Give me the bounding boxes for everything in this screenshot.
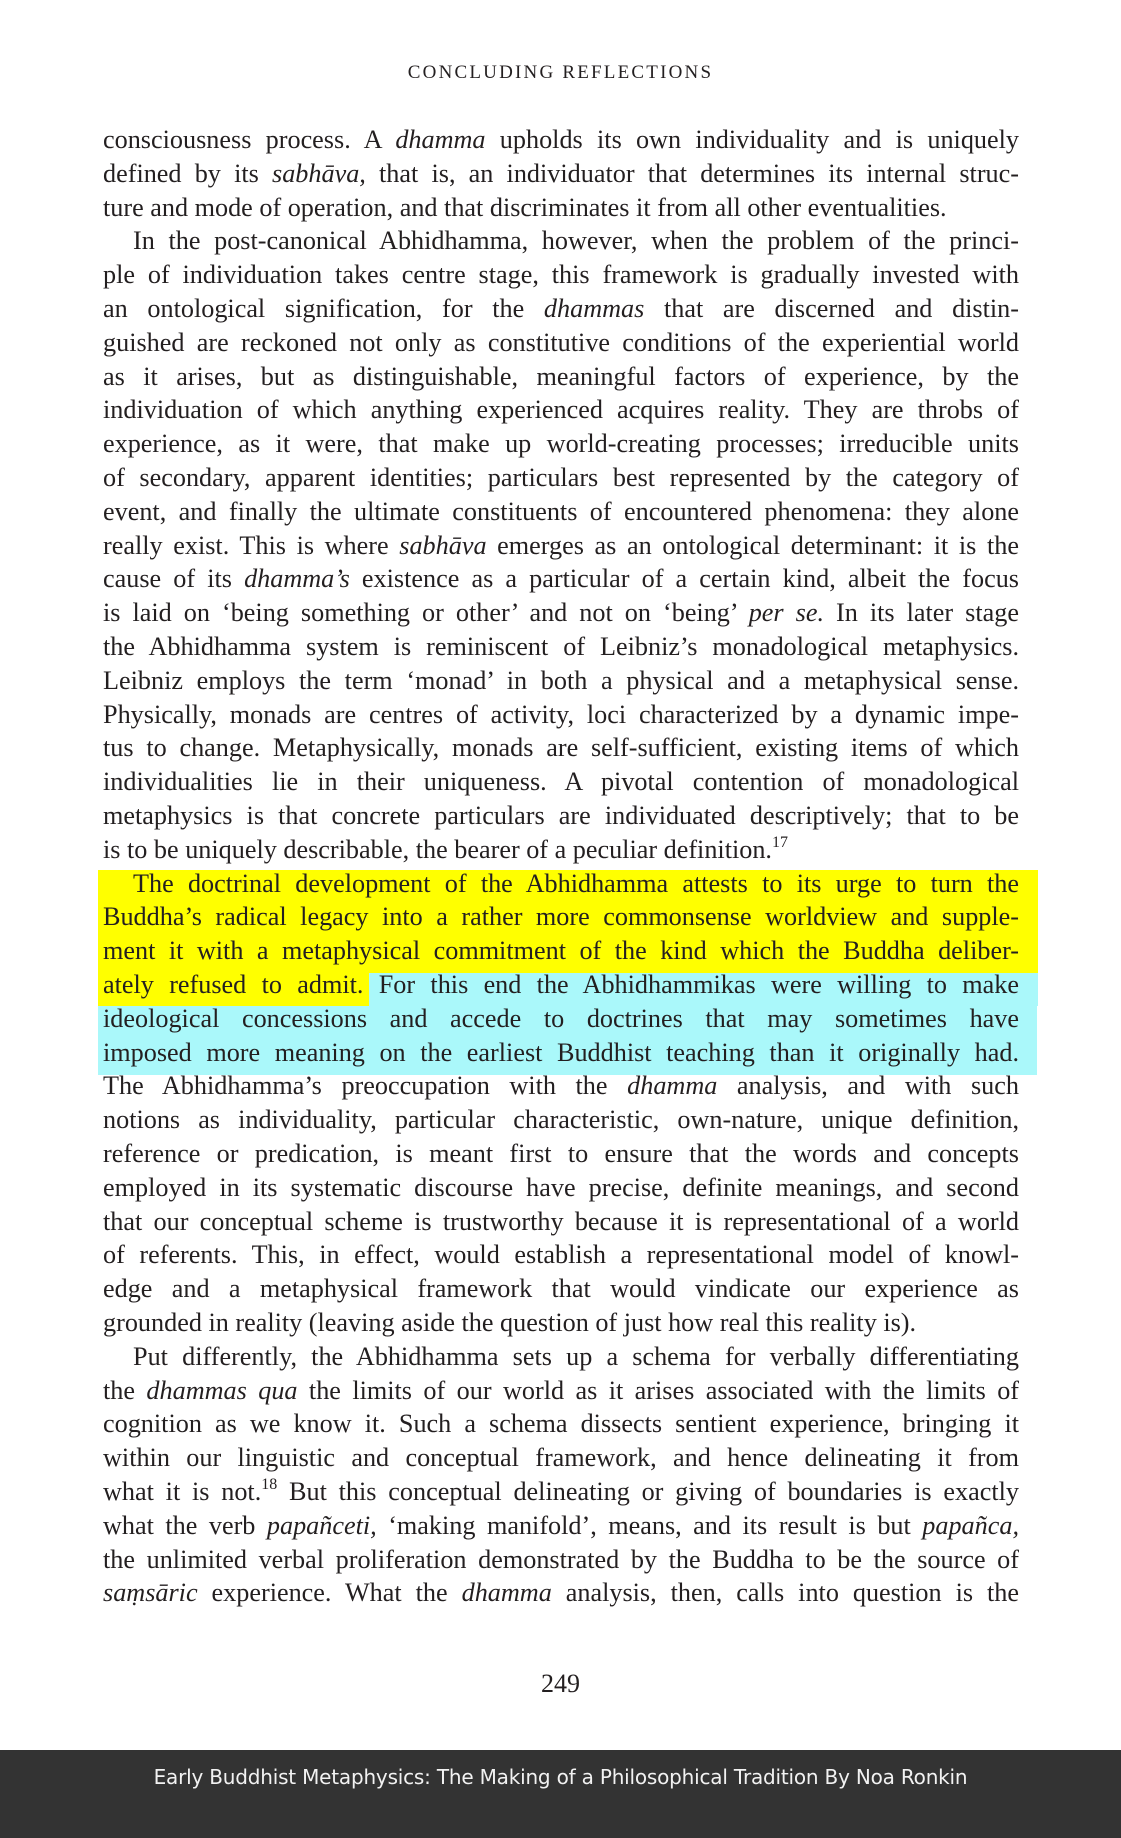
text-run: In the post-canonical Abhidhamma, however, when the problem of the princi- (133, 226, 1019, 256)
text-line (103, 1441, 1019, 1475)
text-run: ‘making manifold’, means, and its result is but (376, 1510, 923, 1540)
text-run: ple of individuation takes centre stage, this framework is gradually invested with (103, 260, 1019, 290)
text-line (103, 123, 1019, 157)
text-run: consciousness process. A (103, 125, 396, 154)
text-line (103, 495, 1019, 529)
text-run: the Abhidhamma system is reminiscent of Leibniz’s monadological metaphysics. (103, 632, 1019, 661)
text-line (103, 799, 1019, 833)
text-run: ment it with a metaphysical commitment of the kind which the Buddha deliber- (103, 936, 1019, 966)
text-run: that is, an individuator that determines its internal struc- (365, 158, 1019, 188)
italic-term: dhamma (627, 1071, 718, 1101)
text-run: is laid on ‘being something or other’ and not on ‘being’ (103, 598, 749, 628)
text-run: really exist. This is where (103, 530, 400, 560)
text-line (103, 191, 1019, 225)
text-line (103, 1306, 1019, 1340)
text-line (103, 1576, 1019, 1610)
text-line (103, 698, 1019, 732)
italic-term: papañceti, (266, 1510, 377, 1540)
text-line (103, 1407, 1019, 1441)
text-run: existence as a particular of a certain kind, albeit the focus (349, 564, 1019, 594)
text-run: an ontological signification, for the (103, 294, 544, 323)
text-line (103, 630, 1019, 664)
text-run: The Abhidhamma’s preoccupation with the (103, 1071, 628, 1101)
text-run: the (103, 1375, 147, 1405)
text-line (103, 1002, 1019, 1036)
text-line (103, 1238, 1019, 1272)
text-line (103, 258, 1019, 292)
running-head: CONCLUDING REFLECTIONS (407, 62, 714, 83)
text-run: of secondary, apparent identities; particulars best represented by the category of (103, 463, 1019, 492)
text-line (103, 1036, 1019, 1070)
book-title: Early Buddhist Metaphysics: The Making of a Philosophical Tradition By Noa Ronkin (153, 1765, 968, 1789)
text-run: guished are reckoned not only as constitutive conditions of the experiential world (103, 327, 1019, 357)
text-run: individuation of which anything experienced acquires reality. They are throbs of (103, 395, 1019, 425)
text-run: tus to change. Metaphysically, monads are self-sufficient, existing items of which (103, 733, 1019, 763)
italic-term: sabhāva, (272, 158, 366, 188)
italic-term: dhamma (395, 125, 486, 154)
text-line (103, 968, 1019, 1002)
text-run: reference or predication, is meant first to ensure that the words and concepts (103, 1139, 1019, 1168)
italic-term: dhamma (461, 1578, 552, 1608)
text-line (103, 833, 1019, 867)
text-run: upholds its own individuality and is uniquely (485, 125, 1020, 154)
italic-term: dhamma’s (244, 564, 350, 594)
text-line (103, 157, 1019, 191)
text-run: metaphysics is that concrete particulars are individuated descriptively; that to be (103, 801, 1019, 830)
text-line (103, 393, 1019, 427)
text-run: Leibniz employs the term ‘monad’ in both a physical and a metaphysical sense. (103, 665, 1019, 695)
text-run: Buddha’s radical legacy into a rather more commonsense worldview and supple- (103, 902, 1019, 932)
text-line (103, 427, 1019, 461)
italic-term: per se. (748, 598, 824, 628)
text-line (103, 1509, 1019, 1543)
text-line (103, 1137, 1019, 1171)
page-number: 249 (541, 1669, 580, 1698)
italic-term: saṃsāric (103, 1578, 198, 1608)
text-line (103, 900, 1019, 934)
text-line (103, 1272, 1019, 1306)
text-run: as it arises, but as distinguishable, meaningful factors of experience, by the (103, 361, 1019, 391)
text-run: ture and mode of operation, and that discriminates it from all other eventualities. (103, 192, 947, 222)
text-run: the unlimited verbal proliferation demonstrated by the Buddha to be the source of (103, 1544, 1019, 1574)
text-run: grounded in reality (leaving aside the question of just how real this reality is). (103, 1308, 917, 1337)
text-run: the limits of our world as it arises associated with the limits of (297, 1375, 1020, 1405)
text-run: of referents. This, in effect, would establish a representational model of knowl- (103, 1240, 1019, 1270)
text-run: Put differently, the Abhidhamma sets up a schema for verbally differentiating (133, 1341, 1019, 1371)
text-run: what it is not. (103, 1477, 262, 1506)
text-run: Physically, monads are centres of activity, loci characterized by a dynamic impe- (103, 699, 1019, 729)
text-run: For this end the Abhidhammikas were willing to make (363, 970, 1020, 999)
text-run: edge and a metaphysical framework that would vindicate our experience as (103, 1274, 1019, 1304)
text-run: imposed more meaning on the earliest Buddhist teaching than it originally had. (103, 1037, 1019, 1067)
text-run: In its later stage (824, 598, 1019, 628)
text-run: cognition as we know it. Such a schema dissects sentient experience, bringing it (103, 1409, 1019, 1439)
text-line (103, 765, 1019, 799)
text-run: what the verb (103, 1510, 267, 1540)
text-line (103, 1340, 1019, 1374)
text-run: cause of its (103, 564, 245, 594)
text-line (103, 224, 1019, 258)
text-run: The doctrinal development of the Abhidhamma attests to its urge to turn the (133, 868, 1019, 898)
text-run: notions as individuality, particular characteristic, own-nature, unique definition, (103, 1105, 1019, 1135)
text-line (103, 326, 1019, 360)
text-line (103, 596, 1019, 630)
text-run: defined by its (103, 158, 272, 188)
italic-term: sabhāva (399, 530, 487, 560)
text-run: individualities lie in their uniqueness. A pivotal contention of monadological (103, 767, 1019, 797)
text-run: ately refused to admit. (103, 970, 364, 999)
italic-term: dhammas qua (146, 1375, 298, 1405)
text-line (103, 292, 1019, 326)
text-run: experience, as it were, that make up world-creating processes; irreducible units (103, 429, 1019, 459)
text-run: experience. What the (197, 1578, 462, 1608)
footnote-ref[interactable]: 18 (261, 1476, 278, 1493)
text-line (103, 664, 1019, 698)
italic-term: dhammas (543, 294, 645, 323)
text-line (103, 934, 1019, 968)
text-run: that are discerned and distin- (644, 294, 1019, 323)
text-line (103, 461, 1019, 495)
text-line (103, 360, 1019, 394)
text-line (103, 1171, 1019, 1205)
text-line (103, 1374, 1019, 1408)
footer-bar (0, 1750, 1121, 1838)
footnote-ref[interactable]: 17 (771, 833, 788, 851)
text-line (103, 562, 1019, 596)
text-run: analysis, and with such (717, 1071, 1019, 1101)
text-line (103, 1103, 1019, 1137)
text-line (103, 867, 1019, 901)
text-line (103, 1543, 1019, 1577)
text-run: within our linguistic and conceptual framework, and hence delineating it from (103, 1443, 1019, 1473)
text-run: ideological concessions and accede to doctrines that may sometimes have (103, 1003, 1019, 1033)
text-line (103, 529, 1019, 563)
text-run: analysis, then, calls into question is the (551, 1578, 1019, 1608)
text-run: But this conceptual delineating or giving of boundaries is exactly (277, 1477, 1019, 1506)
text-line (103, 731, 1019, 765)
text-line (103, 1069, 1019, 1103)
text-line (103, 1205, 1019, 1239)
italic-term: papañca, (922, 1510, 1019, 1540)
text-line (103, 1475, 1019, 1509)
text-run: that our conceptual scheme is trustworthy because it is representational of a world (103, 1206, 1019, 1236)
text-run: event, and finally the ultimate constituents of encountered phenomena: they alone (103, 496, 1019, 526)
text-run: is to be uniquely describable, the bearer of a peculiar definition. (103, 834, 772, 864)
text-run: employed in its systematic discourse have precise, definite meanings, and second (103, 1172, 1019, 1202)
text-run: emerges as an ontological determinant: it is the (486, 530, 1019, 560)
